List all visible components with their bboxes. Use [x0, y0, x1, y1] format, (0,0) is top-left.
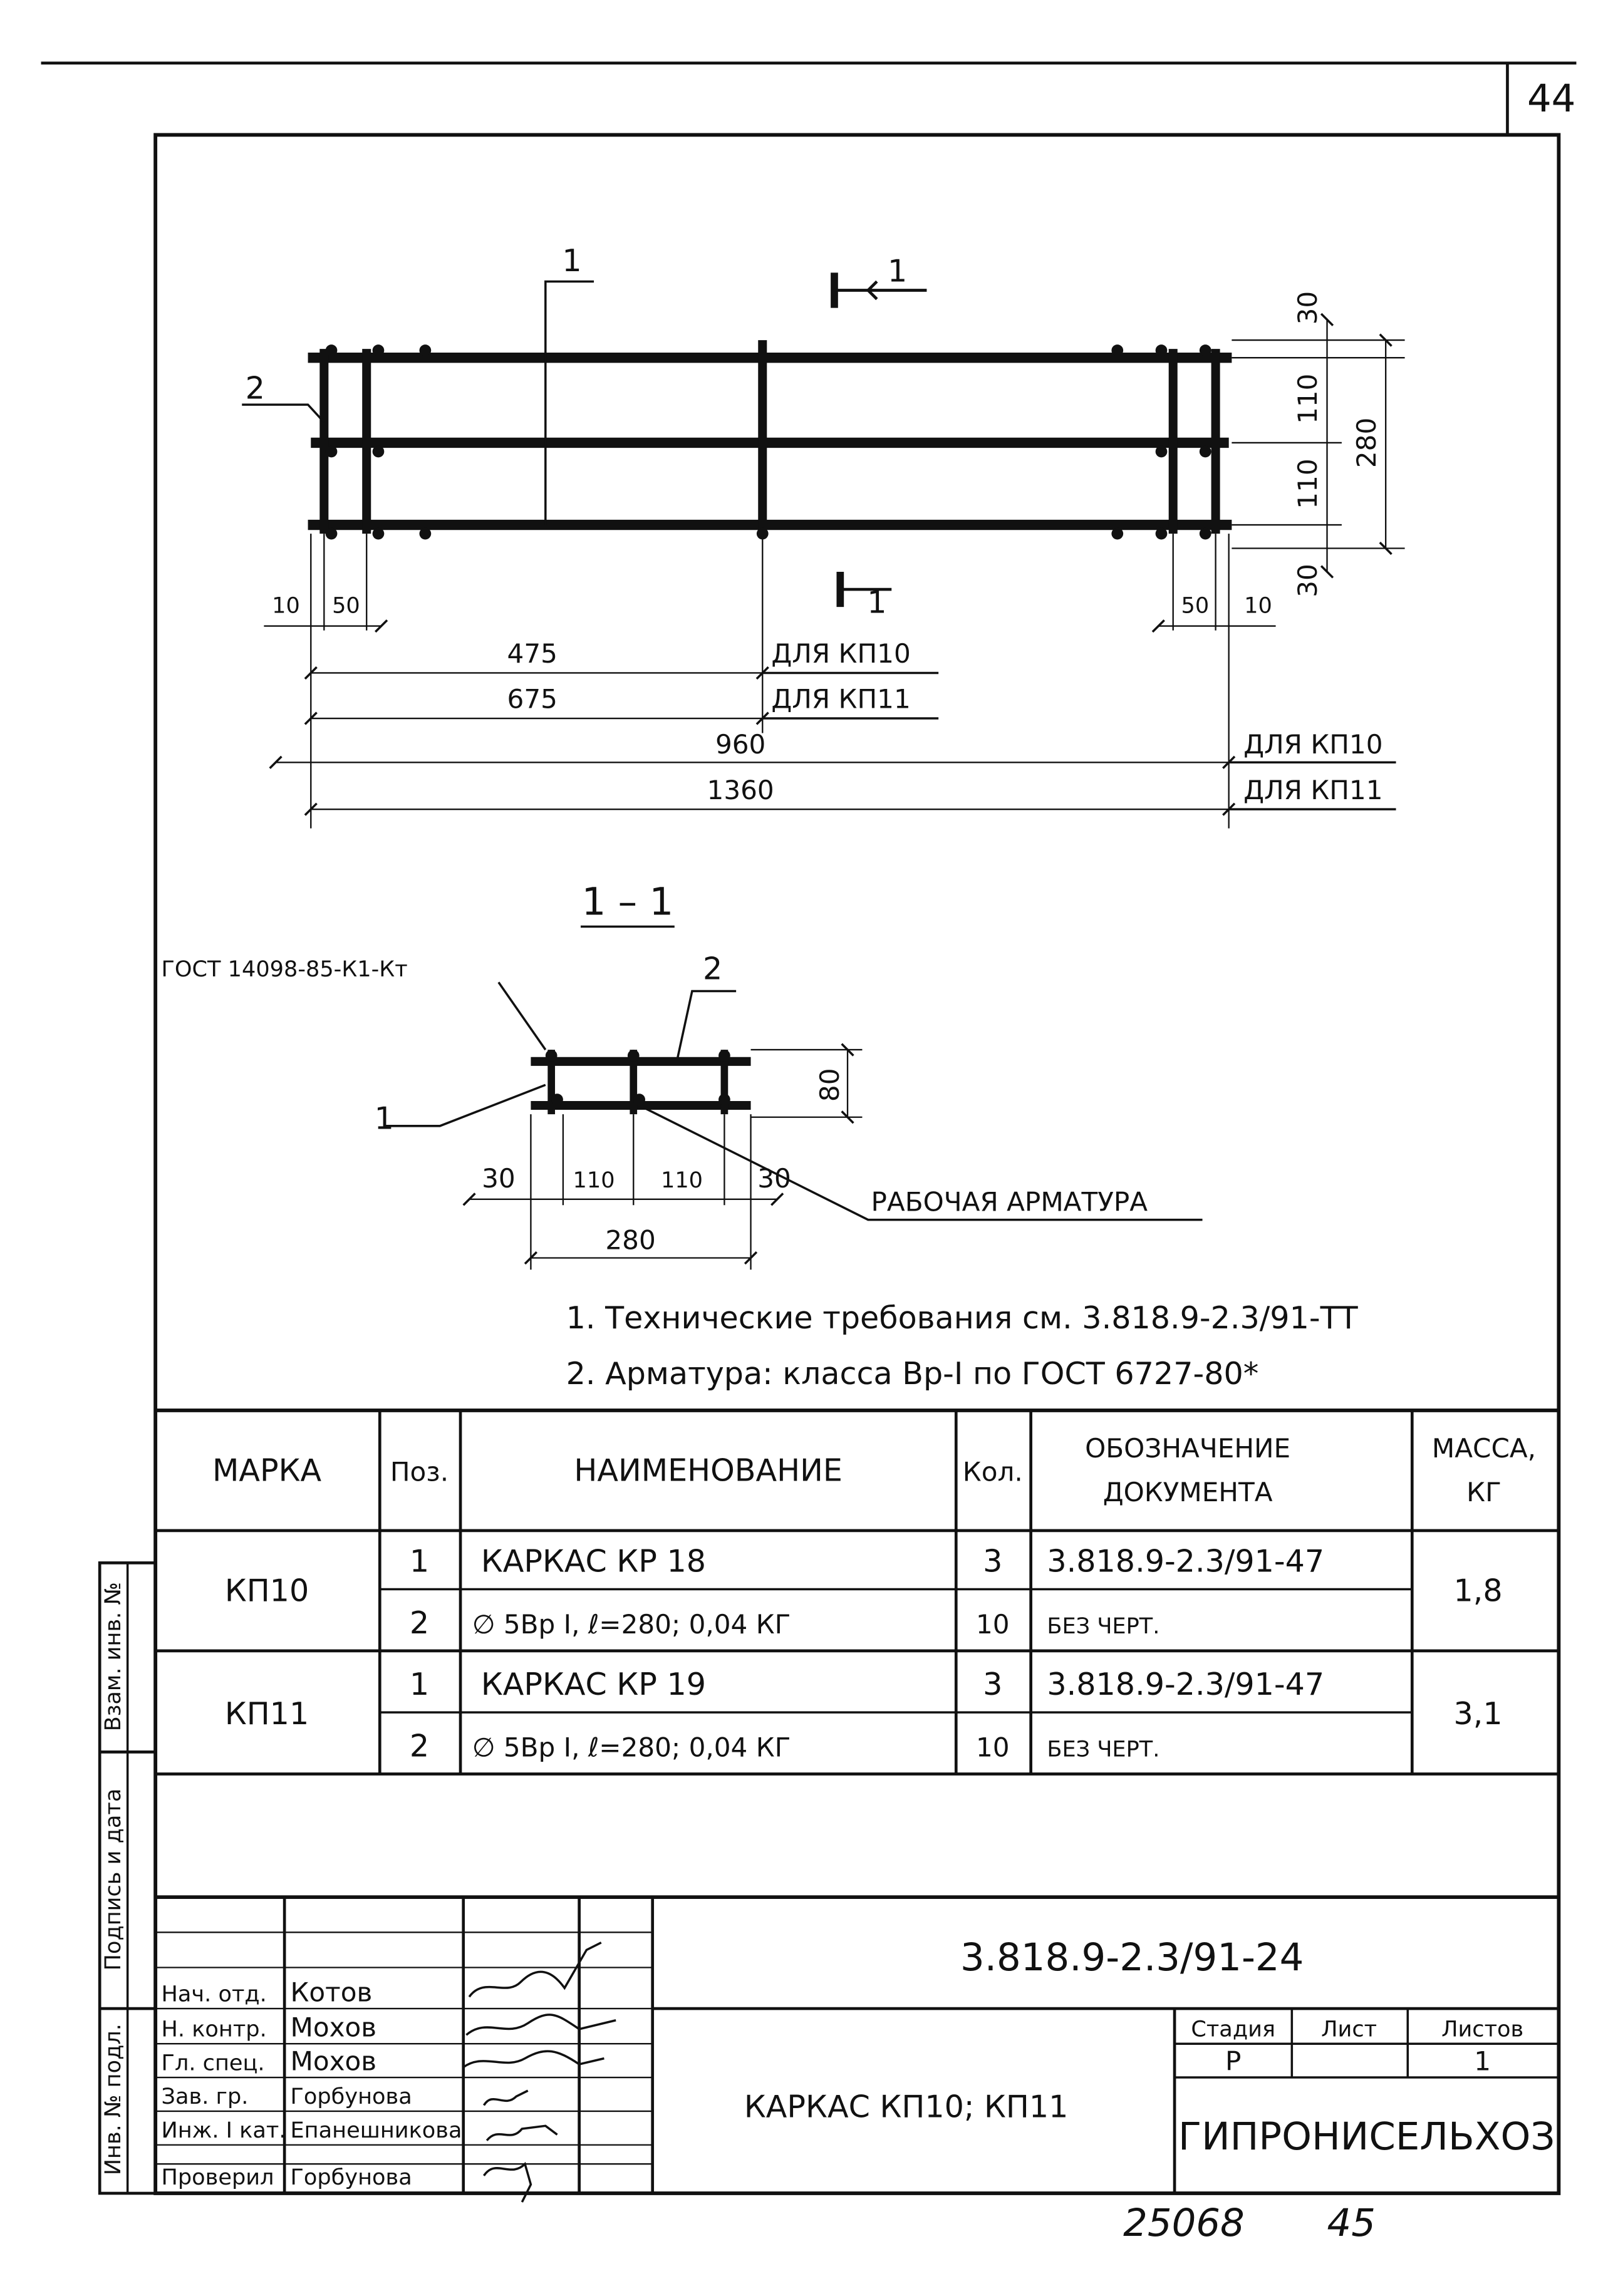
section-leader: [546, 281, 594, 525]
note-kp11-b: ДЛЯ КП11: [1243, 774, 1383, 805]
org-name: ГИПРОНИСЕЛЬХОЗ: [1178, 2114, 1555, 2159]
sheet-title: КАРКАС КП10; КП11: [744, 2088, 1069, 2125]
dim-50-left: 50: [332, 592, 360, 619]
footer-page: 45: [1327, 2201, 1376, 2245]
pos2-section-leader: [677, 991, 736, 1058]
side-stamp-vzam-inv: Взам. инв. №: [100, 1582, 126, 1732]
th-mass-2: КГ: [1466, 1477, 1501, 1508]
section-pos-2: 2: [703, 950, 723, 987]
row-qty: 10: [975, 1732, 1010, 1763]
dim-110-b: 110: [1292, 458, 1324, 509]
note-2: 2. Арматура: класса Вр-I по ГОСТ 6727-80*: [566, 1355, 1259, 1392]
person-name: Мохов: [290, 2012, 377, 2043]
sheets-value: 1: [1474, 2045, 1491, 2077]
signatures: [464, 1943, 616, 2202]
dim-110-a: 110: [1292, 373, 1324, 424]
row-name: ∅ 5Вр I, ℓ=280; 0,04 КГ: [472, 1732, 791, 1763]
row-pos: 1: [409, 1666, 430, 1703]
person-name: Епанешникова: [290, 2118, 462, 2144]
side-stamp-inv-podl: Инв. № подл.: [100, 2024, 126, 2176]
th-mark: МАРКА: [212, 1452, 322, 1489]
note-kp10-b: ДЛЯ КП10: [1243, 729, 1383, 760]
section-dim-30-left: 30: [482, 1163, 516, 1194]
th-doc-2: ДОКУМЕНТА: [1102, 1477, 1273, 1508]
section-mark-leader: 1: [562, 242, 582, 279]
role-label: Гл. спец.: [161, 2050, 265, 2076]
group-mass-kp11: 3,1: [1453, 1695, 1503, 1732]
row-pos: 1: [409, 1543, 430, 1580]
role-label: Проверил: [161, 2164, 274, 2190]
role-label: Нач. отд.: [161, 1981, 267, 2007]
section-title: 1 – 1: [581, 880, 674, 924]
gost-label: ГОСТ 14098-85-К1-Кт: [161, 956, 408, 983]
rebar-label: РАБОЧАЯ АРМАТУРА: [871, 1186, 1148, 1218]
dim-10-left: 10: [272, 592, 300, 619]
dim-475: 475: [507, 638, 558, 670]
dim-10-right: 10: [1244, 592, 1272, 619]
role-label: Зав. гр.: [161, 2084, 249, 2110]
row-name: ∅ 5Вр I, ℓ=280; 0,04 КГ: [472, 1608, 791, 1640]
row-qty: 10: [975, 1608, 1010, 1640]
row-name: КАРКАС КР 18: [480, 1543, 707, 1580]
role-label: Инж. I кат.: [161, 2118, 286, 2144]
stage-label: Стадия: [1191, 2016, 1276, 2042]
group-mass-kp10: 1,8: [1453, 1572, 1503, 1609]
side-stamp: [100, 1563, 155, 2193]
row-doc: 3.818.9-2.3/91-47: [1047, 1666, 1325, 1703]
section-dim-110-left: 110: [573, 1167, 615, 1194]
person-name: Горбунова: [290, 2084, 412, 2110]
dim-960: 960: [715, 729, 766, 760]
sheet-label: Лист: [1321, 2016, 1377, 2042]
th-mass-1: МАССА,: [1431, 1432, 1537, 1464]
gost-leader: [499, 982, 546, 1050]
th-doc-1: ОБОЗНАЧЕНИЕ: [1085, 1432, 1291, 1464]
row-qty: 3: [983, 1543, 1003, 1580]
row-name: КАРКАС КР 19: [480, 1666, 707, 1703]
side-stamp-signature-date: Подпись и дата: [100, 1788, 126, 1971]
dim-675: 675: [507, 683, 558, 715]
row-pos: 2: [409, 1604, 430, 1641]
note-kp11-a: ДЛЯ КП11: [771, 683, 911, 715]
dim-30-bottom: 30: [1292, 564, 1324, 597]
row-pos: 2: [409, 1727, 430, 1764]
section-pos-1: 1: [374, 1100, 394, 1137]
row-qty: 3: [983, 1666, 1003, 1703]
pos2-leader: [242, 405, 324, 422]
spec-table: [155, 1410, 1559, 1774]
person-name: Котов: [290, 1977, 373, 2008]
row-doc: 3.818.9-2.3/91-47: [1047, 1543, 1325, 1580]
person-name: Мохов: [290, 2045, 377, 2077]
row-doc: БЕЗ ЧЕРТ.: [1047, 1613, 1160, 1639]
th-pos: Поз.: [390, 1456, 449, 1487]
th-qty: Кол.: [962, 1456, 1023, 1487]
pos1-section-leader: [384, 1085, 545, 1126]
doc-code: 3.818.9-2.3/91-24: [960, 1936, 1304, 1980]
section-dim-30-right: 30: [757, 1163, 791, 1194]
th-name: НАИМЕНОВАНИЕ: [574, 1452, 843, 1489]
footer-inventory: 25068: [1123, 2201, 1245, 2245]
dim-30-top: 30: [1292, 291, 1324, 325]
group-mark-kp10: КП10: [224, 1572, 309, 1609]
dim-50-right: 50: [1181, 592, 1210, 619]
plan-view: [242, 272, 1404, 828]
page-number: 44: [1527, 76, 1576, 121]
section-dim-110-right: 110: [661, 1167, 703, 1194]
stage-value: Р: [1225, 2045, 1242, 2077]
section-dim-80: 80: [814, 1068, 845, 1102]
sheets-label: Листов: [1441, 2016, 1524, 2042]
section-mark-bottom: 1: [867, 584, 887, 621]
row-doc: БЕЗ ЧЕРТ.: [1047, 1736, 1160, 1762]
pos-label-2: 2: [245, 370, 265, 406]
dim-1360: 1360: [707, 774, 774, 805]
section-mark-top: 1: [887, 252, 908, 289]
section-dim-280: 280: [605, 1224, 656, 1256]
person-name: Горбунова: [290, 2164, 412, 2190]
note-kp10-a: ДЛЯ КП10: [771, 638, 911, 670]
section-view: [384, 982, 1202, 1270]
role-label: Н. контр.: [161, 2016, 267, 2042]
note-1: 1. Технические требования см. 3.818.9-2.3/91-ТТ: [566, 1299, 1358, 1336]
dim-280: 280: [1351, 417, 1382, 468]
group-mark-kp11: КП11: [224, 1695, 309, 1732]
